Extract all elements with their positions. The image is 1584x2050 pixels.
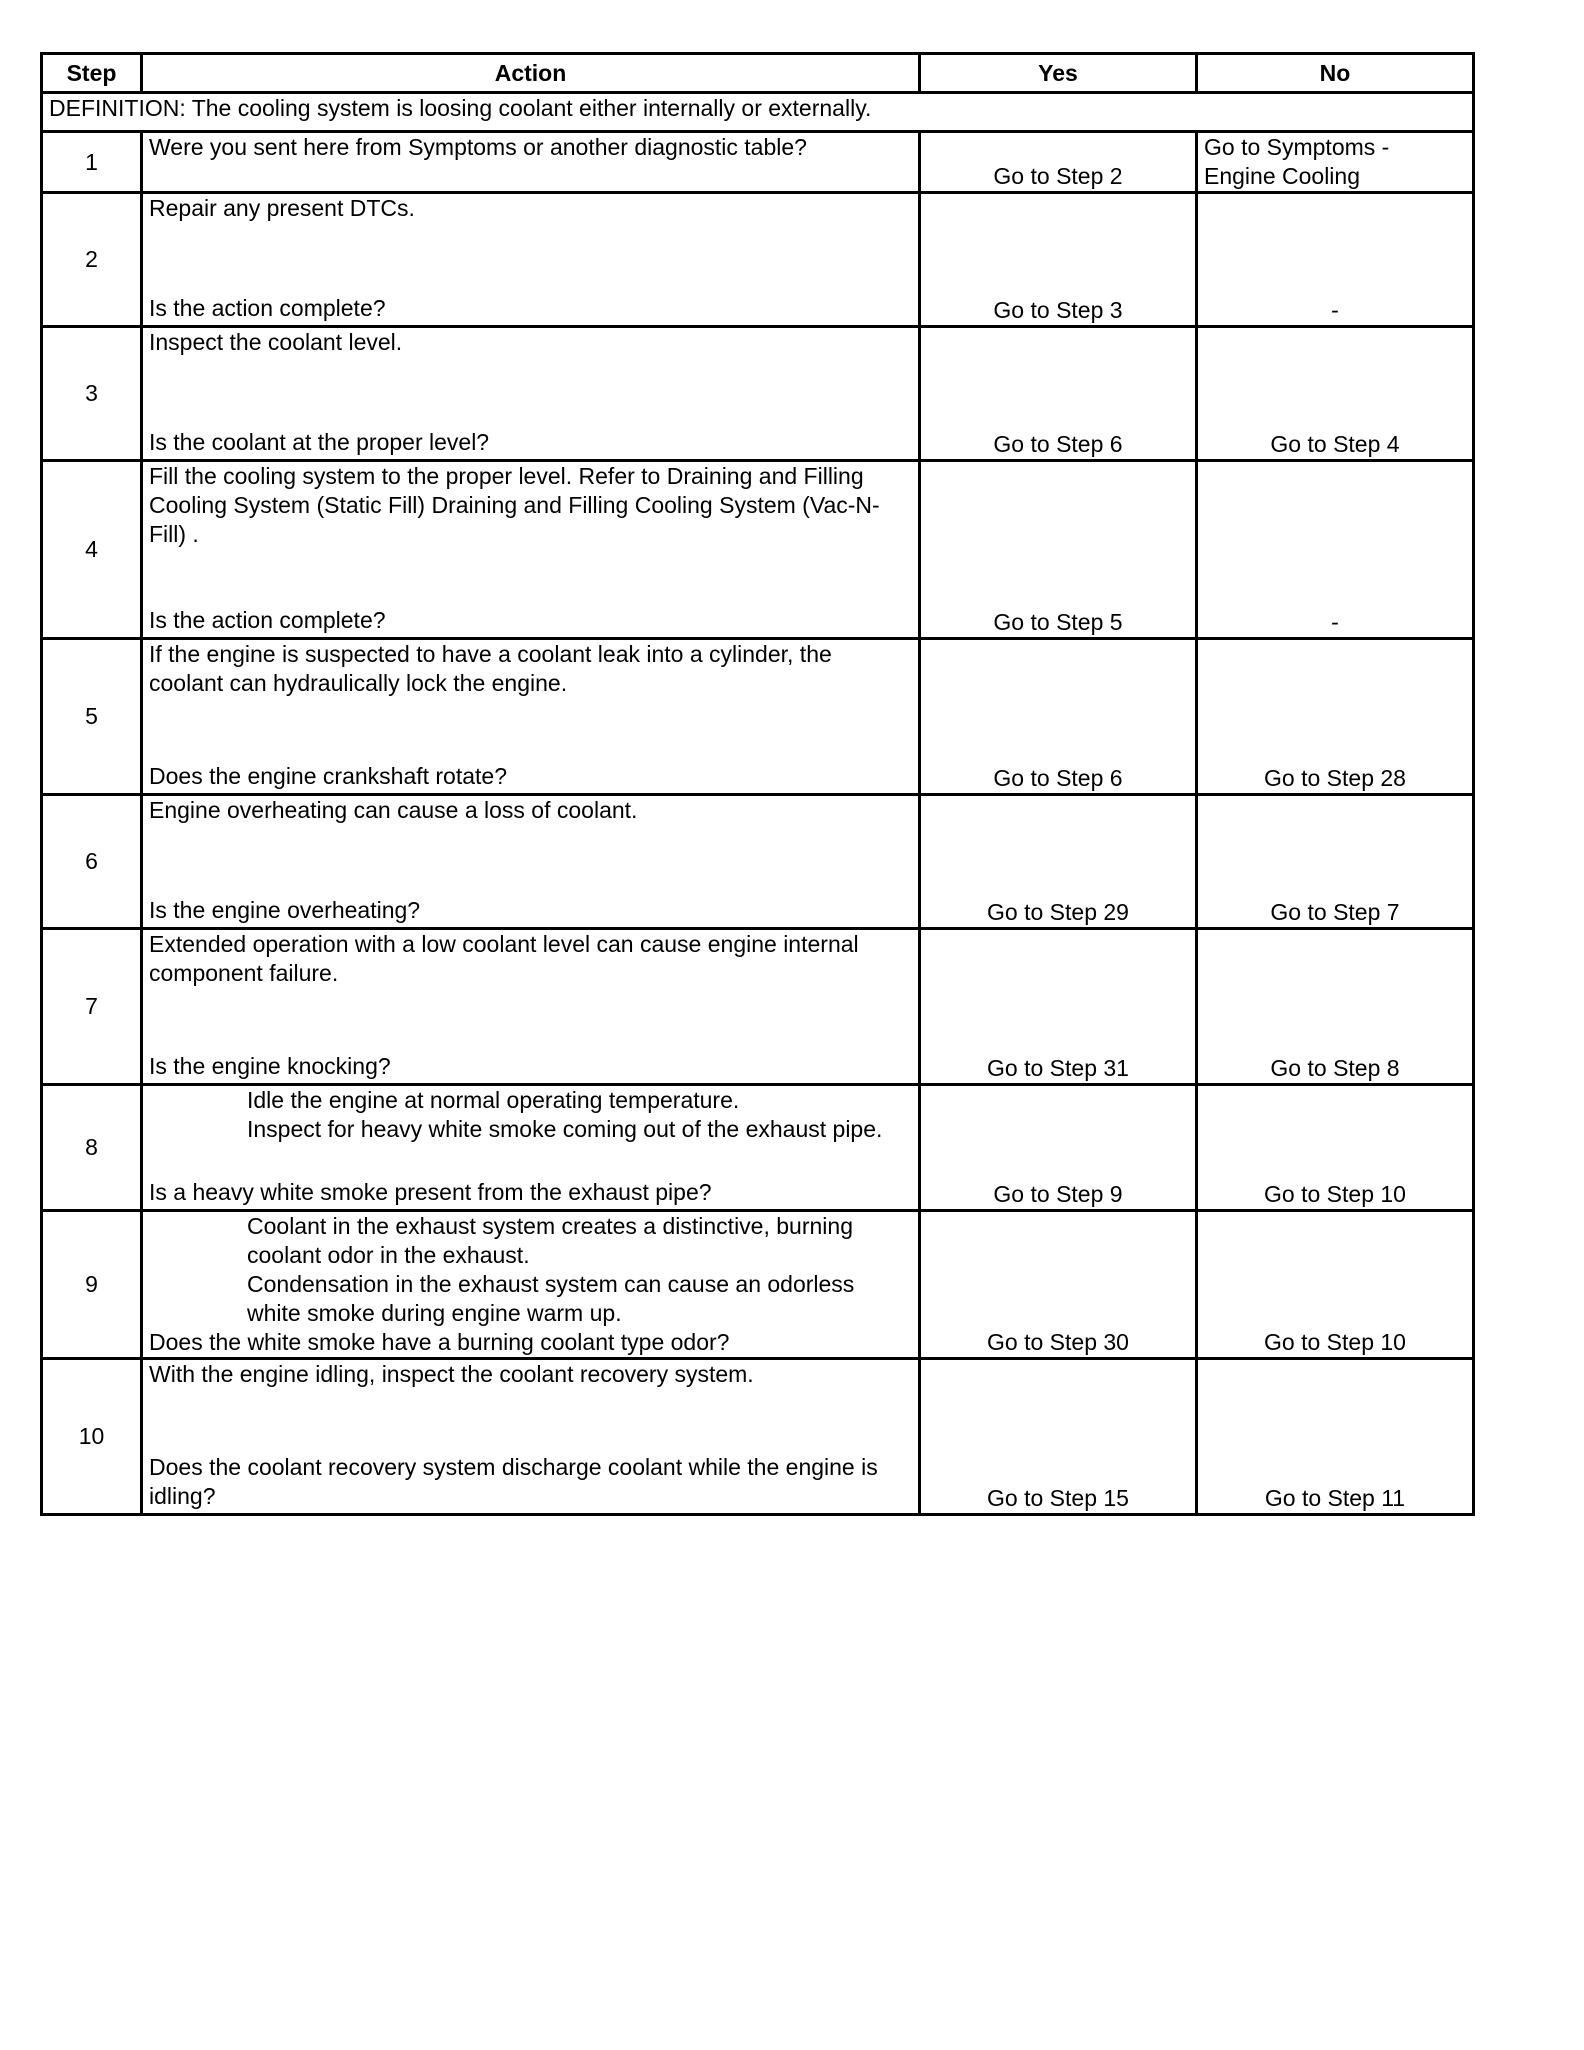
action-instruction: Engine overheating can cause a loss of coolant. <box>149 797 638 823</box>
action-cell <box>142 795 920 929</box>
action-question: Is the engine knocking? <box>149 1053 391 1079</box>
header-no: No <box>1197 54 1474 93</box>
table-row <box>42 795 1474 929</box>
action-cell <box>142 132 920 193</box>
action-instruction: Were you sent here from Symptoms or another diagnostic table? <box>149 134 807 160</box>
definition-row <box>42 93 1474 132</box>
step-number: 9 <box>42 1211 142 1359</box>
action-question: Is the engine overheating? <box>149 897 421 923</box>
table-row <box>42 461 1474 639</box>
action-cell <box>142 929 920 1085</box>
yes-outcome: Go to Step 31 <box>920 929 1197 1085</box>
no-outcome: Go to Step 10 <box>1197 1211 1474 1359</box>
action-instruction: Extended operation with a low coolant level can cause engine internal component failure. <box>149 931 859 986</box>
yes-outcome: Go to Step 6 <box>920 639 1197 795</box>
action-question: Is the coolant at the proper level? <box>149 429 490 455</box>
yes-outcome: Go to Step 15 <box>920 1359 1197 1515</box>
yes-outcome: Go to Step 5 <box>920 461 1197 639</box>
action-instruction: Inspect the coolant level. <box>149 329 403 355</box>
no-outcome: Go to Step 4 <box>1197 327 1474 461</box>
action-cell <box>142 1359 920 1515</box>
no-outcome: Go to Step 10 <box>1197 1085 1474 1211</box>
action-question: Does the coolant recovery system discharge coolant while the engine is idling? <box>149 1454 878 1509</box>
action-question: Does the white smoke have a burning coolant type odor? <box>149 1329 730 1355</box>
yes-outcome: Go to Step 6 <box>920 327 1197 461</box>
action-question: Is the action complete? <box>149 295 386 321</box>
step-number: 10 <box>42 1359 142 1515</box>
action-instruction: Condensation in the exhaust system can cause an odorless white smoke during engine warm up. <box>247 1271 855 1326</box>
no-outcome: Go to Symptoms - Engine Cooling <box>1197 132 1474 193</box>
action-instructions <box>149 1212 912 1328</box>
no-outcome: Go to Step 7 <box>1197 795 1474 929</box>
step-number: 4 <box>42 461 142 639</box>
action-instruction: With the engine idling, inspect the coolant recovery system. <box>149 1361 754 1387</box>
action-question: Does the engine crankshaft rotate? <box>149 763 508 789</box>
table-row <box>42 193 1474 327</box>
no-outcome: Go to Step 11 <box>1197 1359 1474 1515</box>
step-number: 2 <box>42 193 142 327</box>
step-number: 3 <box>42 327 142 461</box>
action-cell <box>142 1211 920 1359</box>
yes-outcome: Go to Step 30 <box>920 1211 1197 1359</box>
table-row <box>42 1211 1474 1359</box>
action-instruction: Coolant in the exhaust system creates a distinctive, burning coolant odor in the exhaust. <box>247 1213 853 1268</box>
definition-text: DEFINITION: The cooling system is loosing coolant either internally or externally. <box>42 93 1474 132</box>
action-instruction: If the engine is suspected to have a coolant leak into a cylinder, the coolant can hydraulically lock the engine. <box>149 641 832 696</box>
no-outcome: - <box>1197 193 1474 327</box>
action-cell <box>142 193 920 327</box>
yes-outcome: Go to Step 2 <box>920 132 1197 193</box>
diagnostic-table <box>40 52 1475 1516</box>
yes-outcome: Go to Step 29 <box>920 795 1197 929</box>
action-cell <box>142 461 920 639</box>
header-action: Action <box>142 54 920 93</box>
table-row <box>42 1359 1474 1515</box>
action-cell <box>142 1085 920 1211</box>
step-number: 1 <box>42 132 142 193</box>
yes-outcome: Go to Step 3 <box>920 193 1197 327</box>
action-instruction: Fill the cooling system to the proper level. Refer to Draining and Filling Cooling System (Static Fill) Draining and Filling Cooling System (Vac-N-Fill) . <box>149 463 880 547</box>
action-instruction: Repair any present DTCs. <box>149 195 415 221</box>
no-outcome: - <box>1197 461 1474 639</box>
no-outcome: Go to Step 8 <box>1197 929 1474 1085</box>
yes-outcome: Go to Step 9 <box>920 1085 1197 1211</box>
action-instruction: Idle the engine at normal operating temperature. <box>247 1087 740 1113</box>
action-instruction: Inspect for heavy white smoke coming out of the exhaust pipe. <box>247 1116 883 1142</box>
action-question: Is the action complete? <box>149 607 386 633</box>
step-number: 6 <box>42 795 142 929</box>
table-row <box>42 132 1474 193</box>
no-outcome: Go to Step 28 <box>1197 639 1474 795</box>
action-instructions <box>149 1086 912 1144</box>
header-step: Step <box>42 54 142 93</box>
step-number: 7 <box>42 929 142 1085</box>
action-cell <box>142 639 920 795</box>
action-cell <box>142 327 920 461</box>
header-yes: Yes <box>920 54 1197 93</box>
table-row <box>42 1085 1474 1211</box>
step-number: 8 <box>42 1085 142 1211</box>
header-row <box>42 54 1474 93</box>
table-row <box>42 327 1474 461</box>
table-row <box>42 929 1474 1085</box>
table-row <box>42 639 1474 795</box>
step-number: 5 <box>42 639 142 795</box>
action-question: Is a heavy white smoke present from the exhaust pipe? <box>149 1179 712 1205</box>
